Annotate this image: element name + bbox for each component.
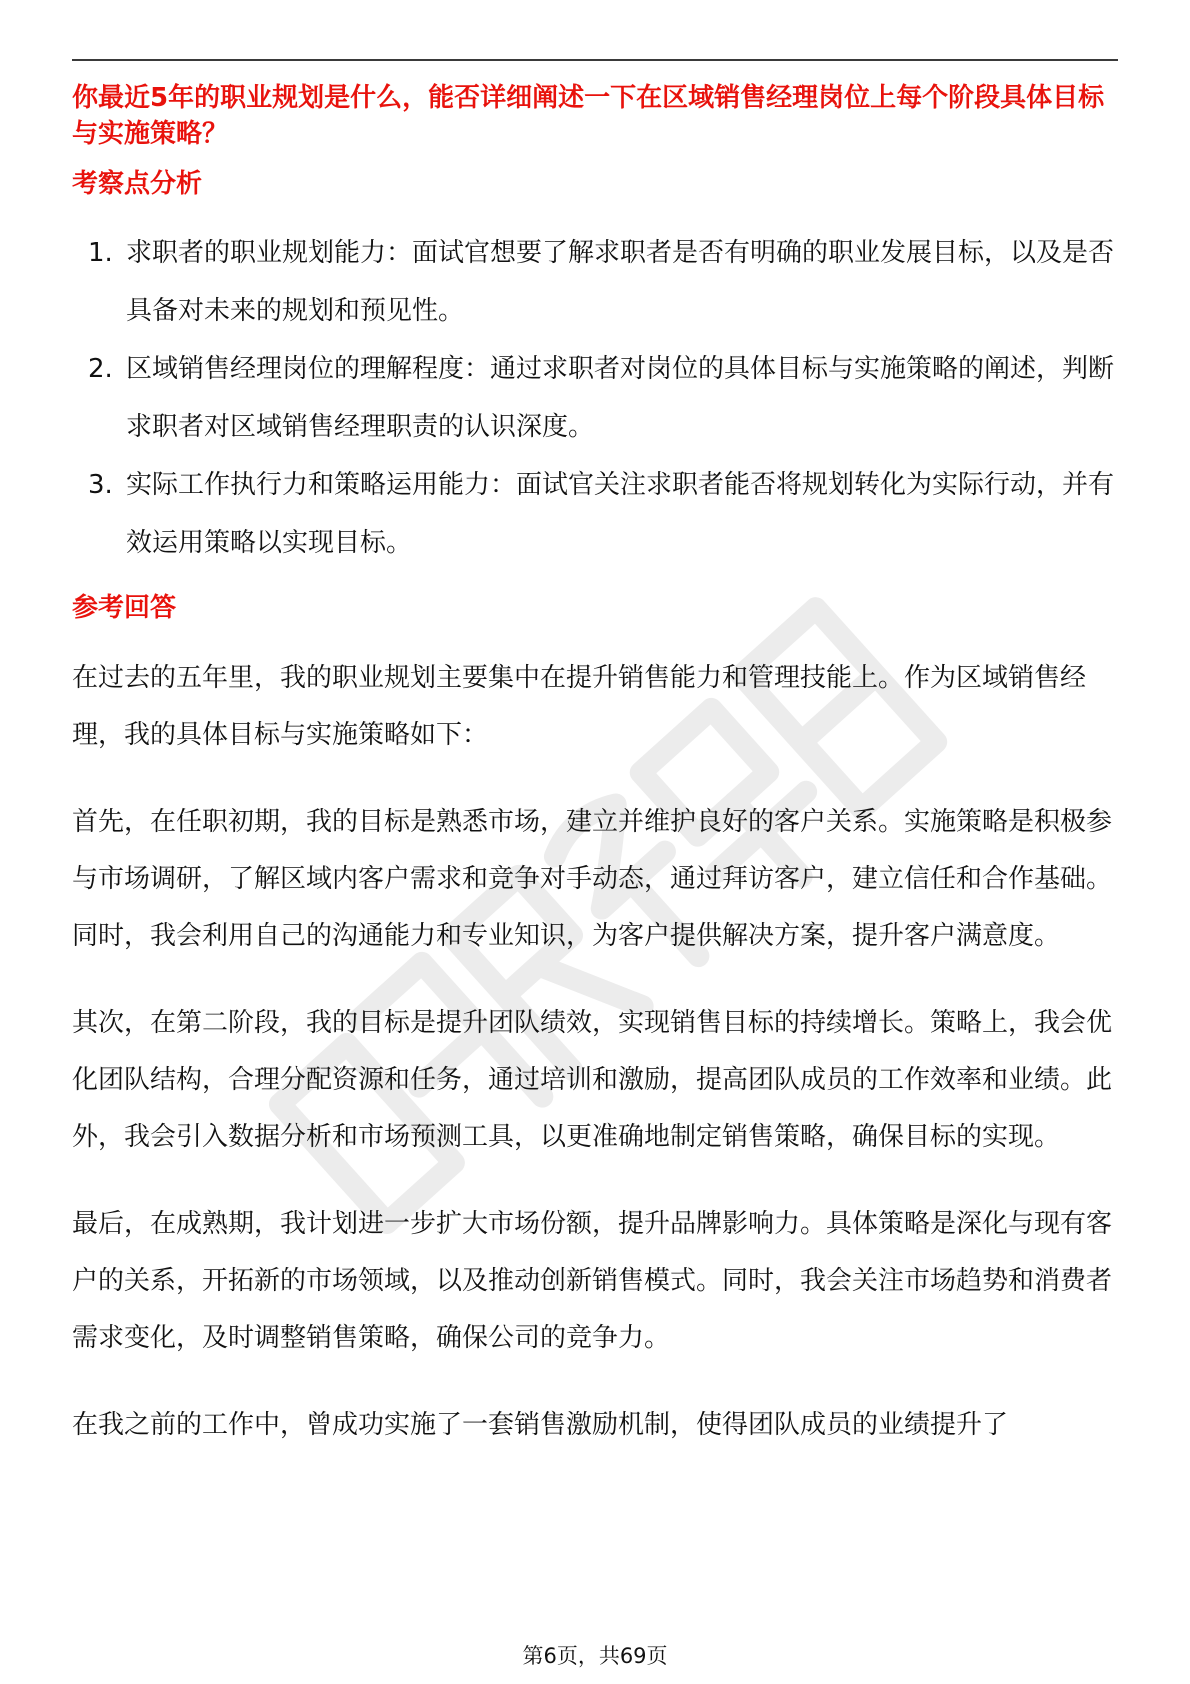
answer-paragraph: 在我之前的工作中，曾成功实施了一套销售激励机制，使得团队成员的业绩提升了 [72, 1410, 1009, 1440]
page-number: 第6页，共69页 [522, 1644, 668, 1668]
answer-heading: 参考回答 [72, 593, 177, 623]
page-content [72, 80, 1118, 1454]
list-item-text: 实际工作执行力和策略运用能力：面试官关注求职者能否将规划转化为实际行动，并有效运用策略以实现目标。 [126, 470, 1115, 558]
header-rule [72, 59, 1118, 61]
answer-paragraph: 最后，在成熟期，我计划进一步扩大市场份额，提升品牌影响力。具体策略是深化与现有客户的关系，开拓新的市场领域，以及推动创新销售模式。同时，我会关注市场趋势和消费者需求变化，及时调整销售策略，确保公司的竞争力。 [72, 1209, 1113, 1353]
question-title: 你最近5年的职业规划是什么，能否详细阐述一下在区域销售经理岗位上每个阶段具体目标与实施策略？ [72, 83, 1105, 149]
list-item [72, 340, 1118, 456]
answer-paragraph: 在过去的五年里，我的职业规划主要集中在提升销售能力和管理技能上。作为区域销售经理，我的具体目标与实施策略如下： [72, 663, 1087, 750]
analysis-heading: 考察点分析 [72, 169, 203, 199]
list-item [72, 456, 1118, 572]
analysis-list [72, 224, 1118, 572]
list-item-text: 求职者的职业规划能力：面试官想要了解求职者是否有明确的职业发展目标，以及是否具备对未来的规划和预见性。 [126, 238, 1115, 326]
list-item-number: 2. [88, 354, 113, 384]
list-item-text: 区域销售经理岗位的理解程度：通过求职者对岗位的具体目标与实施策略的阐述，判断求职者对区域销售经理职责的认识深度。 [126, 354, 1115, 442]
list-item [72, 224, 1118, 340]
list-item-number: 3. [88, 470, 113, 500]
answer-paragraph: 其次，在第二阶段，我的目标是提升团队绩效，实现销售目标的持续增长。策略上，我会优化团队结构，合理分配资源和任务，通过培训和激励，提高团队成员的工作效率和业绩。此外，我会引入数据分析和市场预测工具，以更准确地制定销售策略，确保目标的实现。 [72, 1008, 1113, 1152]
answer-paragraph: 首先，在任职初期，我的目标是熟悉市场，建立并维护良好的客户关系。实施策略是积极参与市场调研，了解区域内客户需求和竞争对手动态，通过拜访客户，建立信任和合作基础。同时，我会利用自己的沟通能力和专业知识，为客户提供解决方案，提升客户满意度。 [72, 807, 1113, 951]
list-item-number: 1. [88, 238, 113, 268]
